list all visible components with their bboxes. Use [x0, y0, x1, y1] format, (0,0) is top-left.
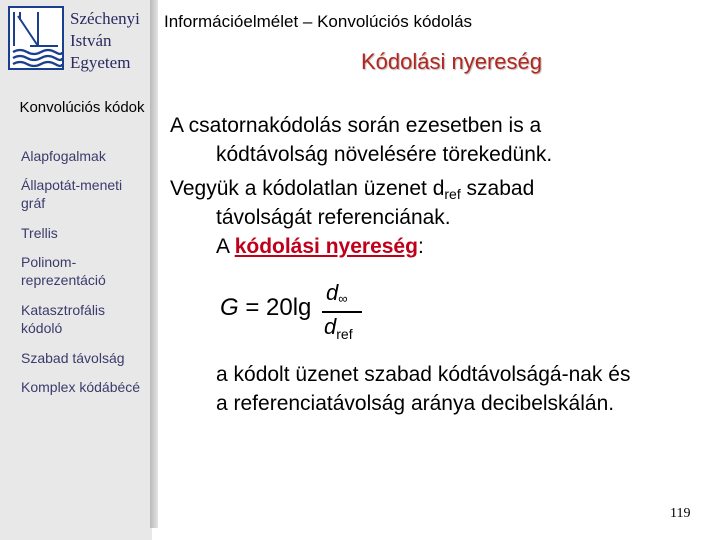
university-name — [70, 8, 140, 74]
nav-item-szabad-tavolsag[interactable]: Szabad távolság — [21, 350, 125, 366]
text-fragment: A — [216, 235, 235, 258]
text-fragment: : — [417, 235, 424, 258]
text-fragment: szabad — [460, 177, 535, 200]
paragraph-line: a referenciatávolság aránya decibelskálán. — [216, 392, 615, 415]
denominator-symbol: d — [324, 314, 337, 339]
fraction-line — [322, 311, 362, 313]
nav-item-polinom-reprezentacio[interactable]: Polinom-reprezentáció — [21, 254, 106, 288]
sidebar-divider — [150, 0, 158, 528]
formula-numerator — [326, 280, 348, 306]
paragraph-line: A csatornakódolás során ezesetben is a — [170, 114, 542, 137]
nav-item-allapotatmeneti-graf[interactable]: Állapotát-meneti gráf — [21, 177, 123, 211]
subscript: ref — [444, 186, 461, 202]
formula-denominator — [324, 314, 353, 342]
nav-item-alapfogalmak[interactable]: Alapfogalmak — [21, 148, 106, 164]
nav-item-trellis[interactable]: Trellis — [21, 225, 58, 241]
formula-lhs — [220, 294, 311, 322]
slide-title: Kódolási nyereség — [360, 49, 542, 74]
emphasized-term: kódolási nyereség — [234, 235, 418, 258]
text-fragment: Vegyük a kódolatlan üzenet d — [170, 177, 445, 200]
formula-variable: G — [220, 294, 239, 321]
course-title: Információelmélet – Konvolúciós kódolás — [164, 12, 473, 31]
university-logo — [8, 6, 64, 70]
nav-heading: Konvolúciós kódok — [19, 99, 145, 116]
university-name-line: István — [70, 31, 112, 50]
page-number: 119 — [670, 506, 691, 521]
denominator-subscript: ref — [336, 326, 353, 342]
paragraph-line: a kódolt üzenet szabad kódtávolságá-nak és — [216, 363, 631, 386]
numerator-symbol: d — [326, 280, 339, 305]
paragraph-line: távolságát referenciának. — [216, 206, 451, 229]
formula-operator: = 20lg — [238, 294, 312, 321]
university-name-line: Egyetem — [70, 53, 131, 72]
numerator-subscript: ∞ — [338, 291, 348, 306]
nav-item-komplex-kodabece[interactable]: Komplex kódábécé — [21, 379, 141, 395]
nav-item-katasztrofalis-kodolo[interactable]: Katasztrofális kódoló — [21, 302, 106, 336]
paragraph-line — [216, 232, 424, 261]
university-name-line: Széchenyi — [70, 9, 140, 28]
gain-formula — [220, 282, 370, 352]
paragraph-line: kódtávolság növelésére törekedünk. — [216, 143, 553, 166]
